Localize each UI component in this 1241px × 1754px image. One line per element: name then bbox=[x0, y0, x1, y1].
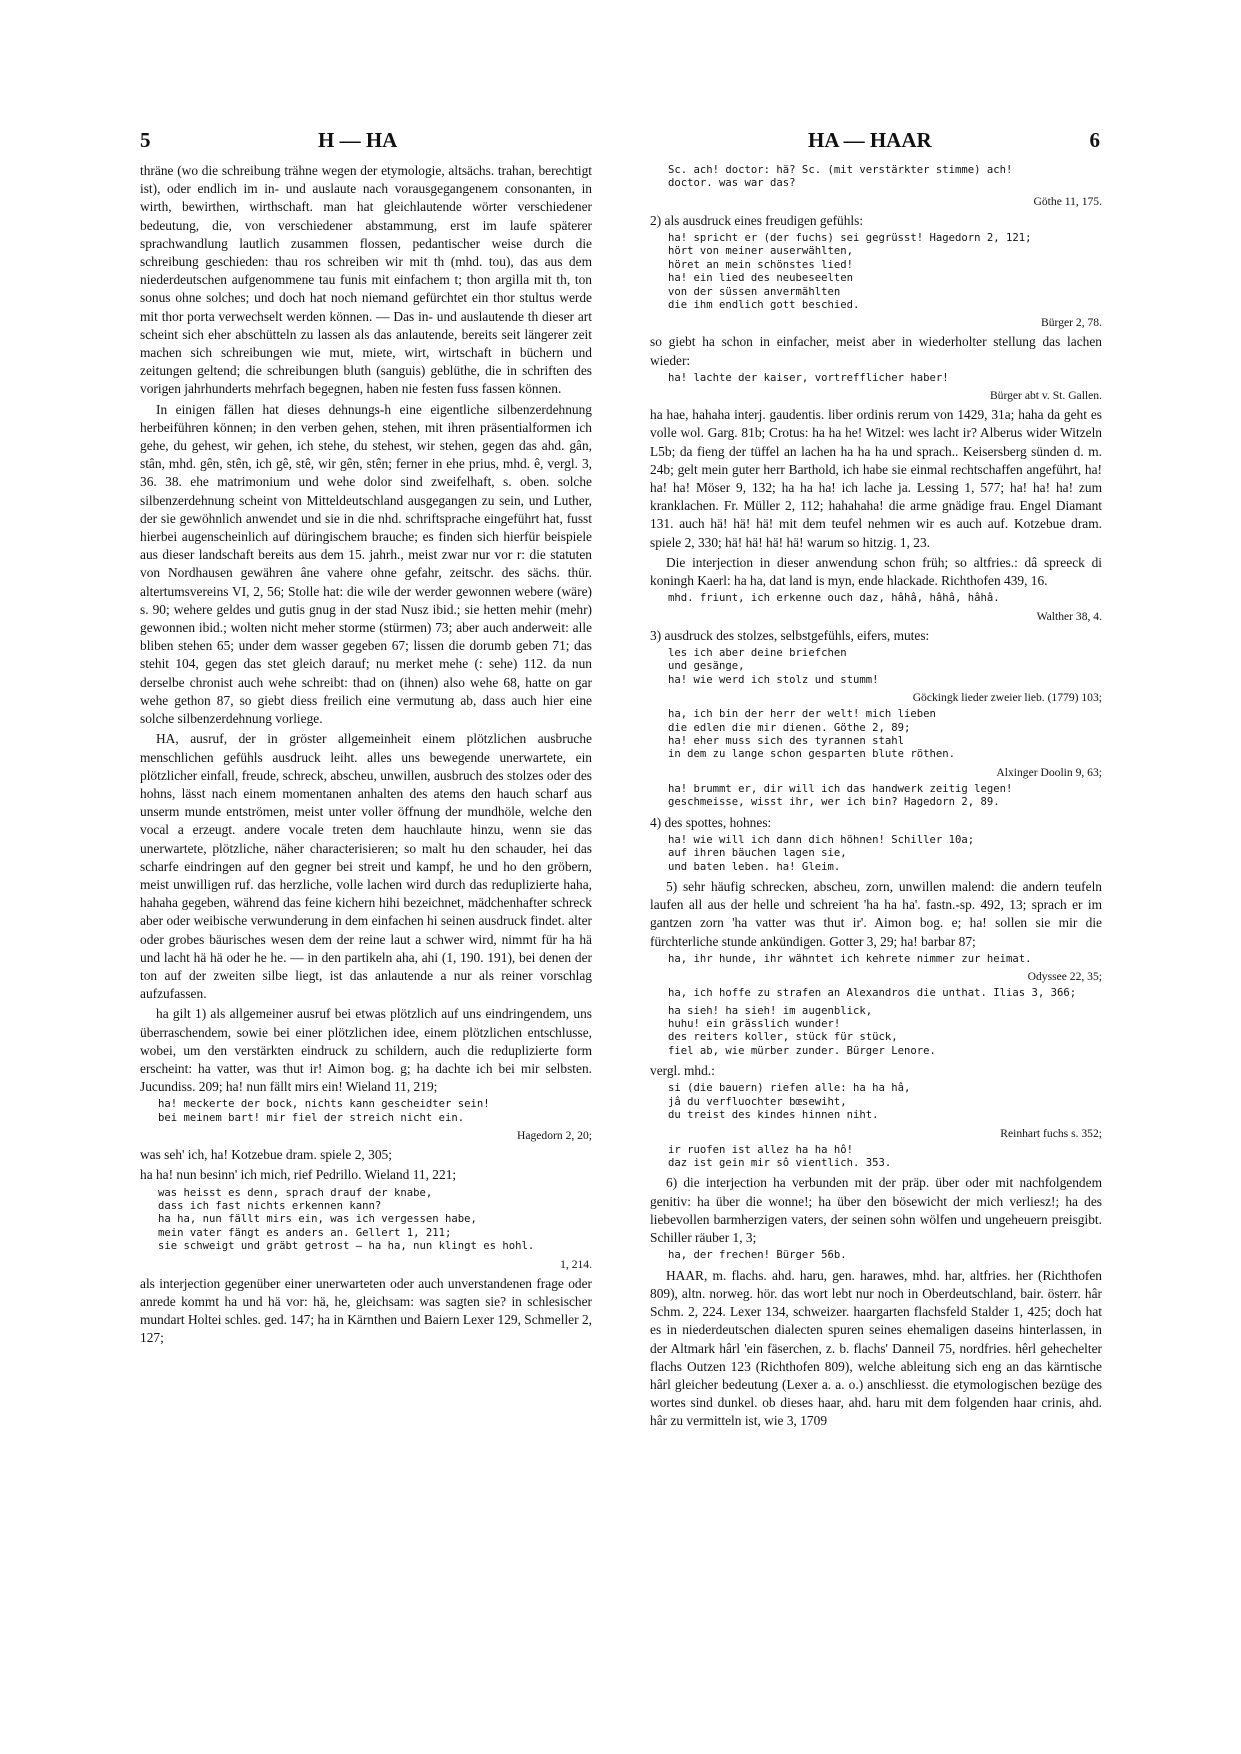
paragraph: ha hae, hahaha interj. gaudentis. liber ordinis rerum von 1429, 31a; haha da geht es volle wol. Garg. 81b; Crotus: ha ha he! Witzel: wes lacht ir? Alberus wider Witzeln L5b; da fieng der tüffel an lachen ha ha ha und sprach.. Keisersberg sünden d. m. 24b; gelt mein guter herr Barthold, ich habe sie einmal rechtschaffen angeführt, ha! ha! ha! Möser 9, 132; ha ha ha! ich lache ja. Lessing 1, 577; ha! ha! ha! zum kranklachen. Fr. Müller 2, 112; hahahaha! die arme gnädige frau. Engel Diamant 131. auch hä! hä! hä! mit dem teufel nehmen wir es auch auf. Kotzebue dram. spiele 2, 330; hä! hä! hä! hä! warum so hitzig. 1, 23. bbox=[650, 407, 1102, 550]
citation: 1, 214. bbox=[560, 1257, 592, 1271]
quotation: ir ruofen ist allez ha ha hô! daz ist gein mir sô vientlich. 353. bbox=[668, 1143, 892, 1170]
entry-haar: HAAR, m. flachs. ahd. haru, gen. harawes, mhd. har, altfries. her (Richthofen 809), altn. norweg. hör. das wort lebt nur noch in Oberdeutschland, bair. österr. hâr Schm. 2, 224. Lexer 134, schweizer. haargarten flachsfeld Stalder 1, 425; doch hat es in niederdeutschen dialecten spuren seines ehemaligen daseins hinterlassen, in der Altmark hârl 'ein fäserchen, z. b. flachs' Danneil 75, nordfries. hêrl gehechelter flachs Outzen 123 (Richthofen 809), welche ableitung sich eng an das kärntische hârl gleicher bedeutung (Lexer a. a. o.) anschliesst. die etymologischen bezüge des wortes sind dunkel. ob dieses haar, ahd. haru mit dem folgenden haar crinis, ahd. hâr zu vermitteln ist, wie 3, 1709 bbox=[650, 1267, 1102, 1429]
paragraph: 5) sehr häufig schrecken, abscheu, zorn, unwillen malend: die andern teufeln laufen all aus der helle und schreient 'ha ha ha'. fastn.-sp. 492, 13; sprach er im gantzen zorn 'ha vatter was thut ir'. Aimon bog. e; ha! sollen sie mir die fürchterliche stunde ankündigen. Gotter 3, 29; ha! barbar 87; bbox=[650, 878, 1102, 949]
paragraph: 3) ausdruck des stolzes, selbstgefühls, eifers, mutes: bbox=[650, 627, 930, 643]
quotation: Sc. ach! doctor: hä? Sc. (mit verstärkter stimme) ach! doctor. was war das? bbox=[668, 164, 1013, 190]
quotation: ha! meckerte der bock, nichts kann gescheidter sein! bei meinem bart! mir fiel der streich nicht ein. bbox=[158, 1098, 490, 1124]
quotation: ha sieh! ha sieh! im augenblick, huhu! ein grässlich wunder! des reiters koller, stück für stück, fiel ab, wie mürber zunder. Bürger Lenore. bbox=[668, 1004, 936, 1057]
page-number-right: 6 bbox=[1089, 128, 1100, 152]
right-column bbox=[650, 162, 1102, 1433]
citation: Göckingk lieder zweier lieb. (1779) 103; bbox=[912, 691, 1102, 705]
quotation: ha, ihr hunde, ihr wähntet ich kehrete nimmer zur heimat. bbox=[668, 952, 1032, 965]
quotation: ha! lachte der kaiser, vortrefflicher haber! bbox=[668, 371, 949, 384]
citation: Bürger abt v. St. Gallen. bbox=[989, 389, 1102, 403]
paragraph: Die interjection in dieser anwendung schon früh; so altfries.: dâ spreeck di koningh Kaerl: ha ha, dat land is myn, ende hlackade. Richthofen 439, 16. bbox=[650, 554, 1102, 589]
paragraph: 2) als ausdruck eines freudigen gefühls: bbox=[650, 212, 864, 228]
running-title-left: H — HA bbox=[318, 128, 398, 152]
page-header bbox=[140, 128, 1100, 152]
paragraph: ha gilt 1) als allgemeiner ausruf bei etwas plötzlich auf uns eindringendem, uns überraschendem, sowie bei einer plötzlichen idee, einem plötzlichen entschlusse, wobei, um den verstärkten eindruck zu schildern, auch die reduplizierte form erscheint: ha vatter, was thut ir! Aimon bog. g; ha dachte ich bei mir selbsten. Jucundiss. 209; ha! nun fällt mirs ein! Wieland 11, 219; bbox=[140, 1006, 592, 1095]
paragraph: 4) des spottes, hohnes: bbox=[650, 814, 772, 830]
entry-ha: HA, ausruf, der in gröster allgemeinheit einem plötzlichen ausbruche menschlichen gefühls ausdruck leiht. alles uns bewegende unerwartete, ein plötzlicher einfall, freude, schreck, abscheu, unwillen, ausbruch des stolzes oder des hohns, lässt nach einem momentanen anhalten des atems den hauch scharf aus unserm munde entströmen, meist unter voller öffnung der mundhöle, welche den vocal a erzeugt. andere vocale treten dem hauchlaute hinzu, wenn sie das unerwartete, plötzliche, näher characterisieren; so malt hu den schauder, hei das scharfe eindringen auf den gegner bei streit und kampf, he und ho den gröbern, meist unwilligen ruf. das herzliche, volle lachen wird durch das reduplizierte haha, hahaha gegeben, während das feine kichern hihi bezeichnet, mädchenhafter schreck aber oder weibische verwunderung in dem einfachen hi seinen ausdruck findet. alter oder grobes bäurisches wesen dem der reine laut a schwer wird, nimmt für ha hä und lacht hä hä oder he he. — in den partikeln aha, ahi (1, 190. 191), bei denen der ton auf der zweiten silbe liegt, ist das anlautende a nur als reiner vorschlag aufzufassen. bbox=[140, 731, 592, 1002]
page-number-left: 5 bbox=[140, 128, 151, 152]
paragraph: thräne (wo die schreibung trähne wegen der etymologie, altsächs. trahan, berechtigt ist), oder endlich im in- und auslaute nach vorausgegangenem consonanten, in wirth, bewirthen, wirthschaft. man hat gleichlautende wörter verschiedener bedeutung, die, von verschiedener abstammung, erst im laufe späterer sprachwandlung lautlich zusammen flossen, pedantischer weise durch die schreibung geschieden: thau ros schreiben wir mit th (mhd. tou), das aus dem niederdeutschen aufgenommene tau funis mit einfachem t; thon argilla mit th, ton sonus ohne solches; und doch hat noch niemand gefürchtet ein thor stultus werde mit thor porta verwechselt werden können. — Das in- und auslautende th dieser art scheint sich eher abschütteln zu lassen als das anlautende, bereits seit längerer zeit machen sich schreibungen wie mut, miete, wirt, wirtschaft in büchern und zeitungen geltend; die schreibungen bluth (sanguis) geblüthe, die in schriften des vorigen jahrhunderts mehrfach begegnen, haben nie festen fuss fassen können. bbox=[140, 163, 592, 397]
paragraph: so giebt ha schon in einfacher, meist aber in wiederholter stellung das lachen wieder: bbox=[650, 334, 1102, 368]
quotation: ha, ich hoffe zu strafen an Alexandros die unthat. Ilias 3, 366; bbox=[668, 987, 1077, 1000]
quotation: ha! brummt er, dir will ich das handwerk zeitig legen! geschmeisse, wisst ihr, wer ich bin? Hagedorn 2, 89. bbox=[668, 782, 1013, 809]
quotation: was heisst es denn, sprach drauf der knabe, dass ich fast nichts erkennen kann? ha ha, nun fällt mirs ein, was ich vergessen habe, mein vater fängt es anders an. Gellert 1, 211; sie schweigt und gräbt getrost — ha ha, nun klingt es hohl. bbox=[158, 1186, 535, 1253]
left-column bbox=[140, 162, 592, 1349]
running-title-right: HA — HAAR bbox=[808, 128, 932, 152]
citation: Hagedorn 2, 20; bbox=[516, 1129, 592, 1143]
citation: Alxinger Doolin 9, 63; bbox=[996, 765, 1102, 779]
paragraph: als interjection gegenüber einer unerwarteten oder auch unverstandenen frage oder anrede kommt ha und hä vor: hä, he, gleichsam: was sagten sie? in schlesischer mundart Holtei schles. ged. 147; ha in Kärnthen und Baiern Lexer 129, Schmeller 2, 127; bbox=[140, 1275, 592, 1346]
citation: Odyssee 22, 35; bbox=[1027, 970, 1102, 984]
paragraph: 6) die interjection ha verbunden mit der präp. über oder mit nachfolgendem genitiv: ha über die wonne!; ha über den bösewicht der mich verliesz!; ha des liebevollen barmherzigen vaters, der seinen sohn wölfen und ungeheuern preisgibt. Schiller räuber 1, 3; bbox=[650, 1175, 1102, 1246]
quotation: ha! wie will ich dann dich höhnen! Schiller 10a; auf ihren bäuchen lagen sie, und baten leben. ha! Gleim. bbox=[668, 833, 975, 873]
paragraph: In einigen fällen hat dieses dehnungs-h eine eigentliche silbenzerdehnung herbeiführen können; in den verben gehen, stehen, mit ihren präsentialformen ich gehe, du gehest, wir gehen, ich stehe, du stehest, wir stehen, gegen das ahd. gân, stân, mhd. gên, stên, ich gê, stê, wir gên, stên; ferner in ehe prius, mhd. ê, vergl. 3, 36. 38. ehe matrimonium und wehe dolor sind zweifelhaft, s. oben. solche silbenzerdehnung scheint von Mitteldeutschland ausgegangen zu sein, und Luther, der sie gewöhnlich anwendet und sie in die nhd. schriftsprache eingeführt hat, fusst hierbei augenscheinlich auf düringischem brauche; es finden sich hierfür beispiele aus dieser landschaft bereits aus dem 15. jahrh., meist zwar nur vor r: die statuten von Nordhausen gewähren âne vahere ohne gefahr, zeitschr. des sächs. thür. altertumsvereins VI, 2, 56; Stolle hat: die wile der werder gewonnen webere (wäre) s. 90; wehere geldes und gutis gnug in der stad Nusz ibid.; sie hetten mehir (mehr) gewonnen ibid.; wolten nicht meher storme (stürmen) 73; aber auch anderweit: alle bliben stehen 65; under dem wasser gegeben 67; lissen die dorumb geben 71; das stehit 104, gegen das stet gleich darauf; nu merket mehe (: sehe) 112. da nun derselbe chronist auch wehe schreibt: thad on (ihnen) also wehe 68, hatte on gar wehe gethon 87, so giebt diess freilich eine vermutung ab, dass auch hier eine solche silbenzerdehnung vorliege. bbox=[140, 401, 592, 727]
quotation: les ich aber deine briefchen und gesänge, ha! wie werd ich stolz und stumm! bbox=[668, 646, 879, 686]
citation: Bürger 2, 78. bbox=[1041, 316, 1102, 330]
quotation: ha! spricht er (der fuchs) sei gegrüsst! Hagedorn 2, 121; hört von meiner auserwählten, höret an mein schönstes lied! ha! ein lied des neubeseelten von der süssen anvermählten die ihm endlich gott beschied. bbox=[668, 232, 1032, 312]
quotation: ha, der frechen! Bürger 56b. bbox=[668, 1249, 847, 1262]
quotation: ha, ich bin der herr der welt! mich lieben die edlen die mir dienen. Göthe 2, 89; ha! eher muss sich des tyrannen stahl in dem zu lange schon gesparten blute röthen. bbox=[668, 708, 956, 761]
quotation: mhd. friunt, ich erkenne ouch daz, hâhâ, hâhâ, hâhâ. bbox=[668, 592, 1000, 605]
paragraph: ha ha! nun besinn' ich mich, rief Pedrillo. Wieland 11, 221; bbox=[140, 1167, 457, 1183]
citation: Walther 38, 4. bbox=[1036, 609, 1102, 623]
quotation: si (die bauern) riefen alle: ha ha hâ, jâ du verfluochter bœsewiht, du treist des kindes hinnen niht. bbox=[668, 1082, 911, 1122]
citation: Göthe 11, 175. bbox=[1033, 194, 1102, 208]
paragraph: was seh' ich, ha! Kotzebue dram. spiele 2, 305; bbox=[140, 1147, 392, 1163]
citation: Reinhart fuchs s. 352; bbox=[1000, 1126, 1102, 1140]
paragraph: vergl. mhd.: bbox=[650, 1063, 715, 1079]
